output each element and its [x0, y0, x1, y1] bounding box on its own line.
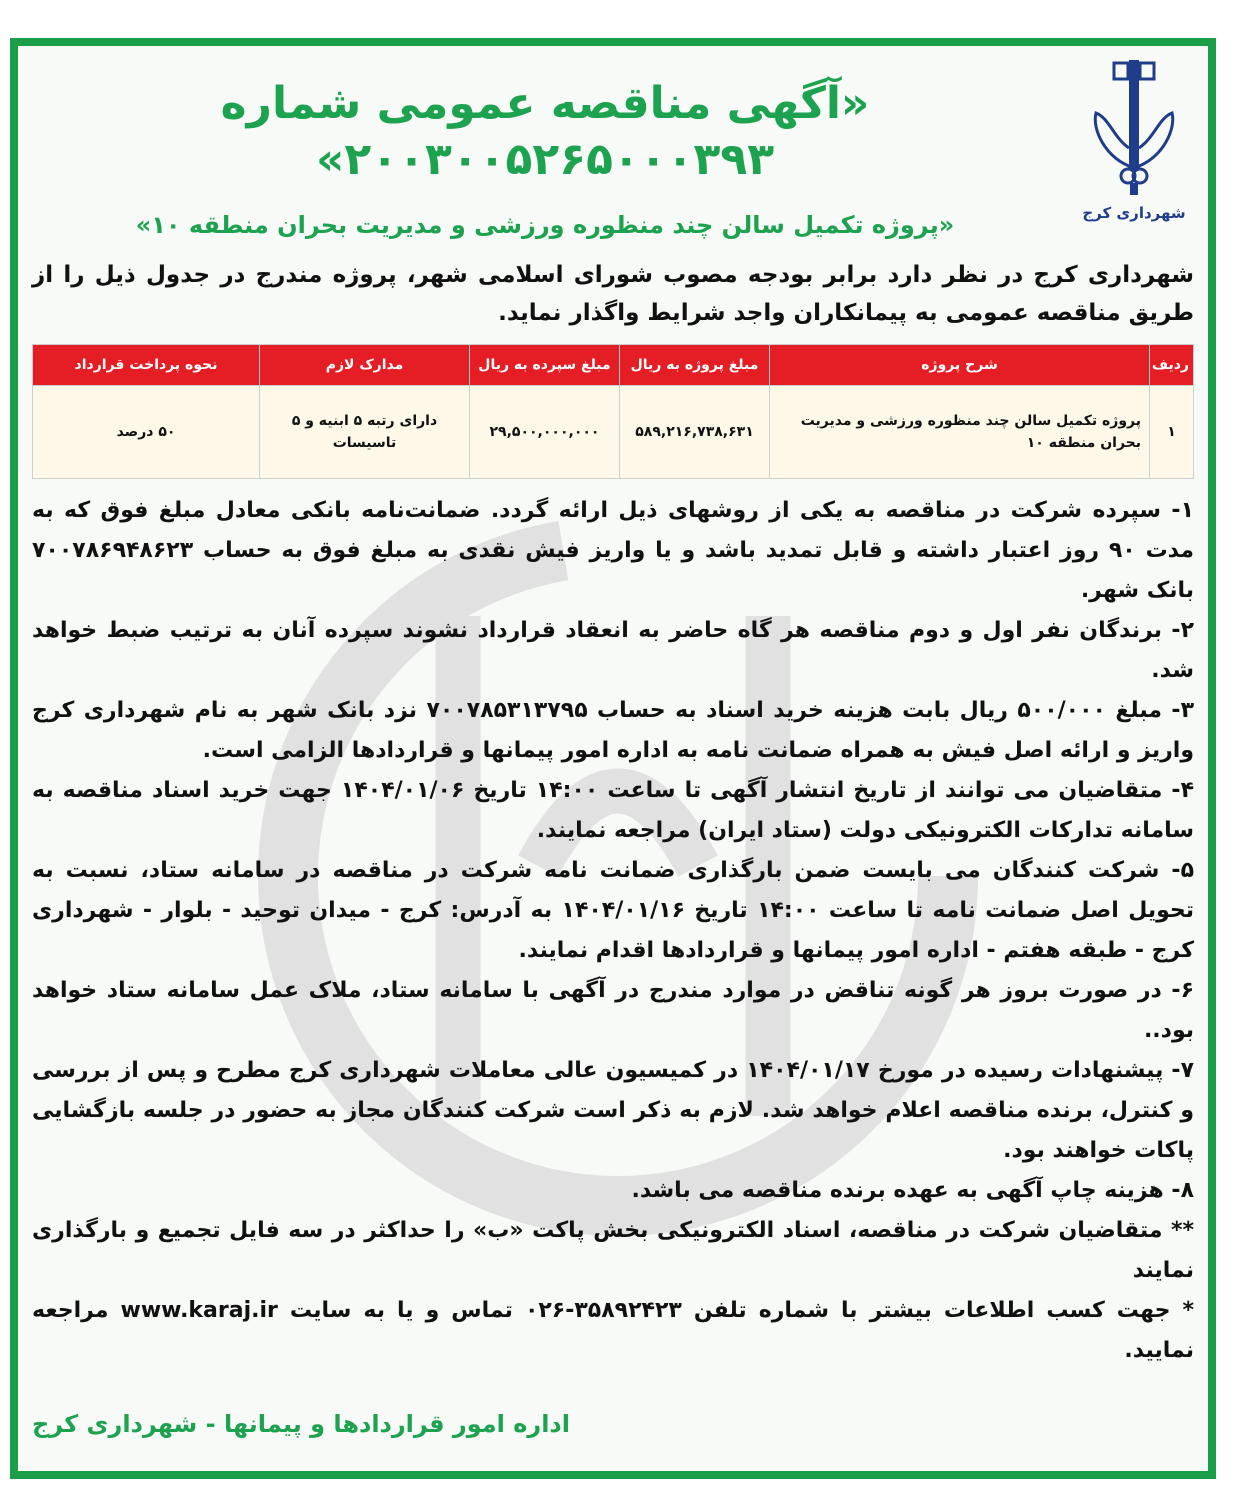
notice-frame — [10, 38, 1216, 1479]
cell-description: پروژه تکمیل سالن چند منظوره ورزشی و مدیریت بحران منطقه ۱۰ — [770, 386, 1150, 479]
condition-item: ۴- متقاضیان می توانند از تاریخ انتشار آگهی تا ساعت ۱۴:۰۰ تاریخ ۱۴۰۴/۰۱/۰۶ جهت خرید اسناد مناقصه به سامانه تدارکات الکترونیکی دولت (ستاد ایران) مراجعه نمایند. — [32, 778, 1194, 843]
notice-header — [32, 58, 1194, 242]
condition-item: ۱- سپرده شرکت در مناقصه به یکی از روشهای ذیل ارائه گردد. ضمانت‌نامه بانکی معادل مبلغ فوق که به مدت ۹۰ روز اعتبار داشته و قابل تمدید باشد و یا واریز فیش نقدی به مبلغ فوق به حساب ۷۰۰۷۸۶۹۴۸۶۲۳ بانک شهر. — [32, 498, 1194, 603]
table-header-row — [33, 345, 1194, 386]
table-row — [33, 386, 1194, 479]
cell-project-amount: ۵۸۹,۲۱۶,۷۳۸,۶۳۱ — [620, 386, 770, 479]
notice-title: «آگهی مناقصه عمومی شماره ۲۰۰۳۰۰۵۲۶۵۰۰۰۳۹۳» — [220, 78, 870, 185]
karaj-municipality-logo — [1074, 58, 1194, 222]
condition-item: ۵- شرکت کنندگان می بایست ضمن بارگذاری ضمانت نامه شرکت در مناقصه در سامانه ستاد، نسبت به تحویل اصل ضمانت نامه تا ساعت ۱۴:۰۰ تاریخ ۱۴۰۴/۰۱/۱۶ به آدرس: کرج - میدان توحید - بلوار - شهرداری کرج - طبقه هفتم - اداره امور پیمانها و قراردادها اقدام نمایند. — [32, 858, 1195, 963]
condition-item: ۲- برندگان نفر اول و دوم مناقصه هر گاه حاضر به انعقاد قرارداد نشوند سپرده آنان به ترتیب ضبط خواهد شد. — [32, 618, 1194, 683]
condition-item: ۷- پیشنهادات رسیده در مورخ ۱۴۰۴/۰۱/۱۷ در کمیسیون عالی معاملات شهرداری کرج مطرح و پس از بررسی و کنترل، برنده مناقصه اعلام خواهد شد. لازم به ذکر است شرکت کنندگان مجاز به حضور در جلسه بازگشایی پاکات خواهند بود. — [32, 1058, 1194, 1163]
conditions-list — [32, 491, 1194, 1371]
col-row-number: ردیف — [1150, 345, 1194, 386]
logo-caption: شهرداری کرج — [1082, 204, 1186, 222]
notice-subtitle: «پروژه تکمیل سالن چند منظوره ورزشی و مدیریت بحران منطقه ۱۰» — [135, 211, 955, 239]
contact-note: * جهت کسب اطلاعات بیشتر با شماره تلفن ۳۵۸۹۲۴۲۳-۰۲۶ تماس و یا به سایت www.karaj.ir مراجعه نمایید. — [32, 1298, 1195, 1363]
col-required-documents: مدارک لازم — [260, 345, 470, 386]
col-payment-method: نحوه پرداخت قرارداد — [33, 345, 260, 386]
intro-paragraph: شهرداری کرج در نظر دارد برابر بودجه مصوب شورای اسلامی شهر، پروژه مندرج در جدول ذیل را از طریق مناقصه عمومی به پیمانکاران واجد شرایط واگذار نماید. — [32, 262, 1194, 326]
condition-item: ۸- هزینه چاپ آگهی به عهده برنده مناقصه می باشد. — [631, 1178, 1194, 1203]
col-description: شرح پروژه — [770, 345, 1150, 386]
project-table — [32, 344, 1194, 479]
heading-block — [32, 58, 1058, 242]
cell-payment-method: ۵۰ درصد — [33, 386, 260, 479]
municipality-emblem-icon — [1084, 58, 1184, 198]
condition-item: ۳- مبلغ ۵۰۰/۰۰۰ ریال بابت هزینه خرید اسناد به حساب ۷۰۰۷۸۵۳۱۳۷۹۵ نزد بانک شهر به نام شهرداری کرج واریز و ارائه اصل فیش به همراه ضمانت نامه به اداره امور پیمانها و قراردادها الزامی است. — [32, 698, 1195, 763]
condition-item: ۶- در صورت بروز هر گونه تناقض در موارد مندرج در آگهی با سامانه ستاد، ملاک عمل سامانه ستاد خواهد بود.. — [32, 978, 1194, 1043]
col-deposit-amount: مبلغ سپرده به ریال — [470, 345, 620, 386]
issuer-signature: اداره امور قراردادها و پیمانها - شهرداری کرج — [32, 1410, 570, 1438]
cell-required-documents: دارای رتبه ۵ ابنیه و ۵ تاسیسات — [260, 386, 470, 479]
cell-deposit-amount: ۲۹,۵۰۰,۰۰۰,۰۰۰ — [470, 386, 620, 479]
cell-row-number: ۱ — [1150, 386, 1194, 479]
condition-note: ** متقاضیان شرکت در مناقصه، اسناد الکترونیکی بخش پاکت «ب» را حداکثر در سه فایل تجمیع و بارگذاری نمایند — [32, 1218, 1194, 1283]
col-project-amount: مبلغ پروژه به ریال — [620, 345, 770, 386]
